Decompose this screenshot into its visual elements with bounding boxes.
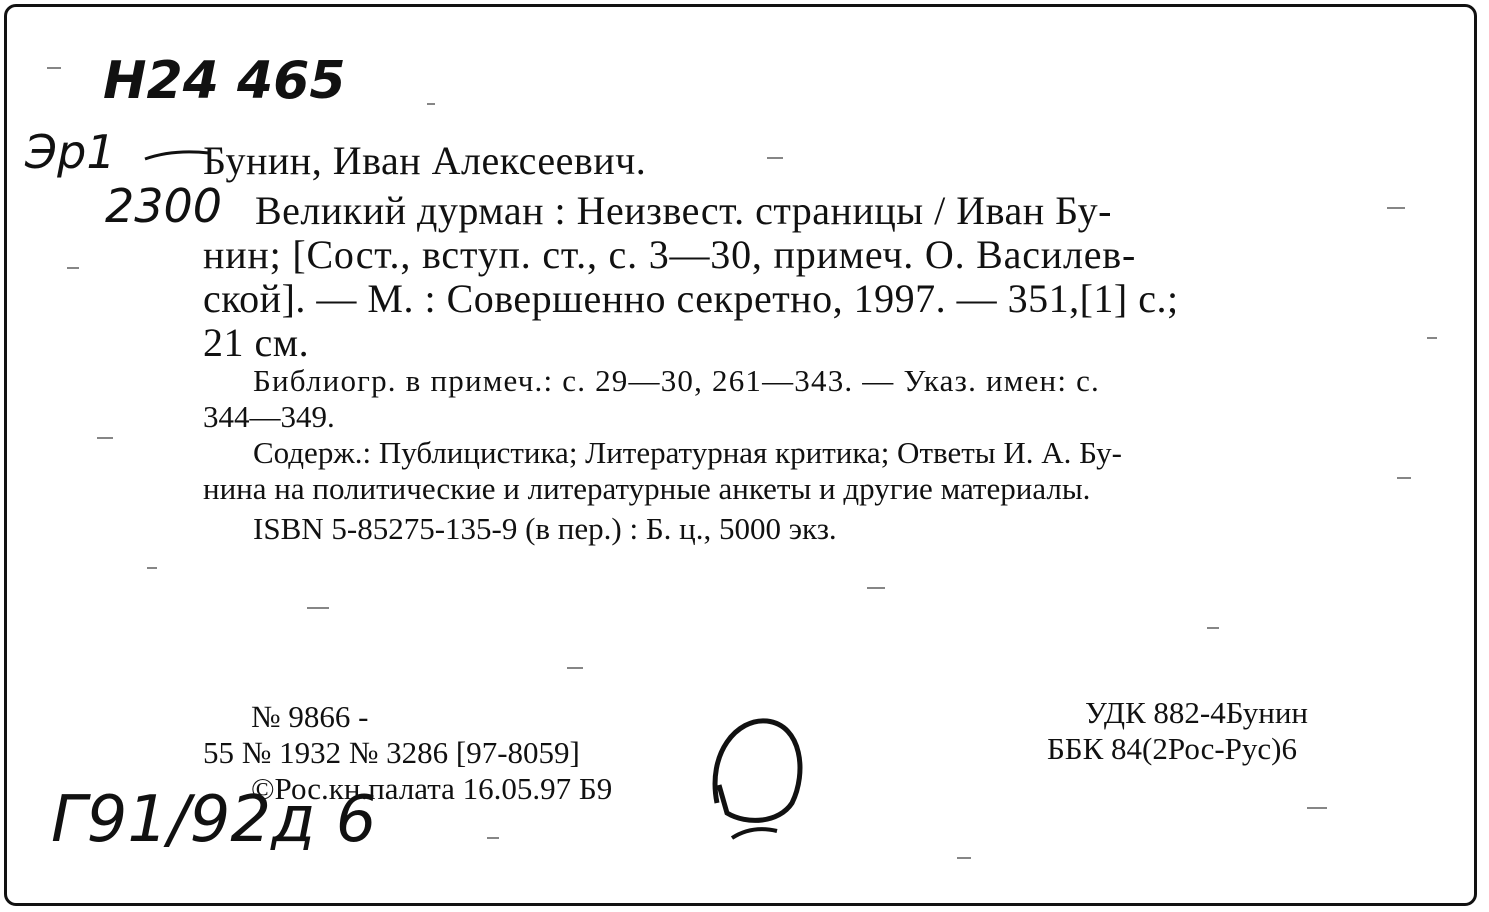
dust-speck [1427,337,1437,339]
registration-line: № 9866 - [251,699,369,734]
dust-speck [147,567,157,569]
dust-speck [1397,477,1411,479]
note-line: 344—349. [203,399,335,434]
dust-speck [867,587,885,589]
handwritten-shelf-mark-top: Эр1 [25,125,116,179]
handwritten-shelf-mark-bottom: 2300 [105,179,223,233]
dust-speck [1207,627,1219,629]
dust-speck [97,437,113,439]
dust-speck [427,103,435,105]
note-line: Содерж.: Публицистика; Литературная критика; Ответы И. А. Бу- [253,435,1122,470]
dust-speck [567,667,583,669]
description-line: нин; [Сост., вступ. ст., с. 3—30, примеч. О. Василев- [203,232,1137,277]
dust-speck [47,67,61,69]
handwritten-circle-mark [707,713,817,853]
author-heading: Бунин, Иван Алексеевич. [203,138,647,183]
description-line: ской]. — М. : Совершенно секретно, 1997. — 351,[1] с.; [203,276,1179,321]
catalog-card [4,4,1477,906]
registration-line: ©Рос.кн.палата 16.05.97 Б9 [251,771,613,806]
dust-speck [487,837,499,839]
description-line: Великий дурман : Неизвест. страницы / Иван Бу- [255,188,1112,233]
udc-classification: УДК 882-4Бунин [1085,695,1309,730]
handwritten-call-number: Н24 465 [103,51,346,111]
isbn-line: ISBN 5-85275-135-9 (в пер.) : Б. ц., 5000 экз. [253,511,837,546]
note-line: Библиогр. в примеч.: с. 29—30, 261—343. — Указ. имен: с. [253,363,1100,398]
dust-speck [307,607,329,609]
dust-speck [767,157,783,159]
description-line: 21 см. [203,320,310,365]
bbk-classification: ББК 84(2Рос-Рус)6 [1047,731,1297,766]
dust-speck [1307,807,1327,809]
dust-speck [67,267,79,269]
registration-line: 55 № 1932 № 3286 [97-8059] [203,735,580,770]
dust-speck [1387,207,1405,209]
dust-speck [957,857,971,859]
note-line: нина на политические и литературные анкеты и другие материалы. [203,471,1091,506]
handwritten-inventory-number: Г91/92д 6 [51,783,377,857]
